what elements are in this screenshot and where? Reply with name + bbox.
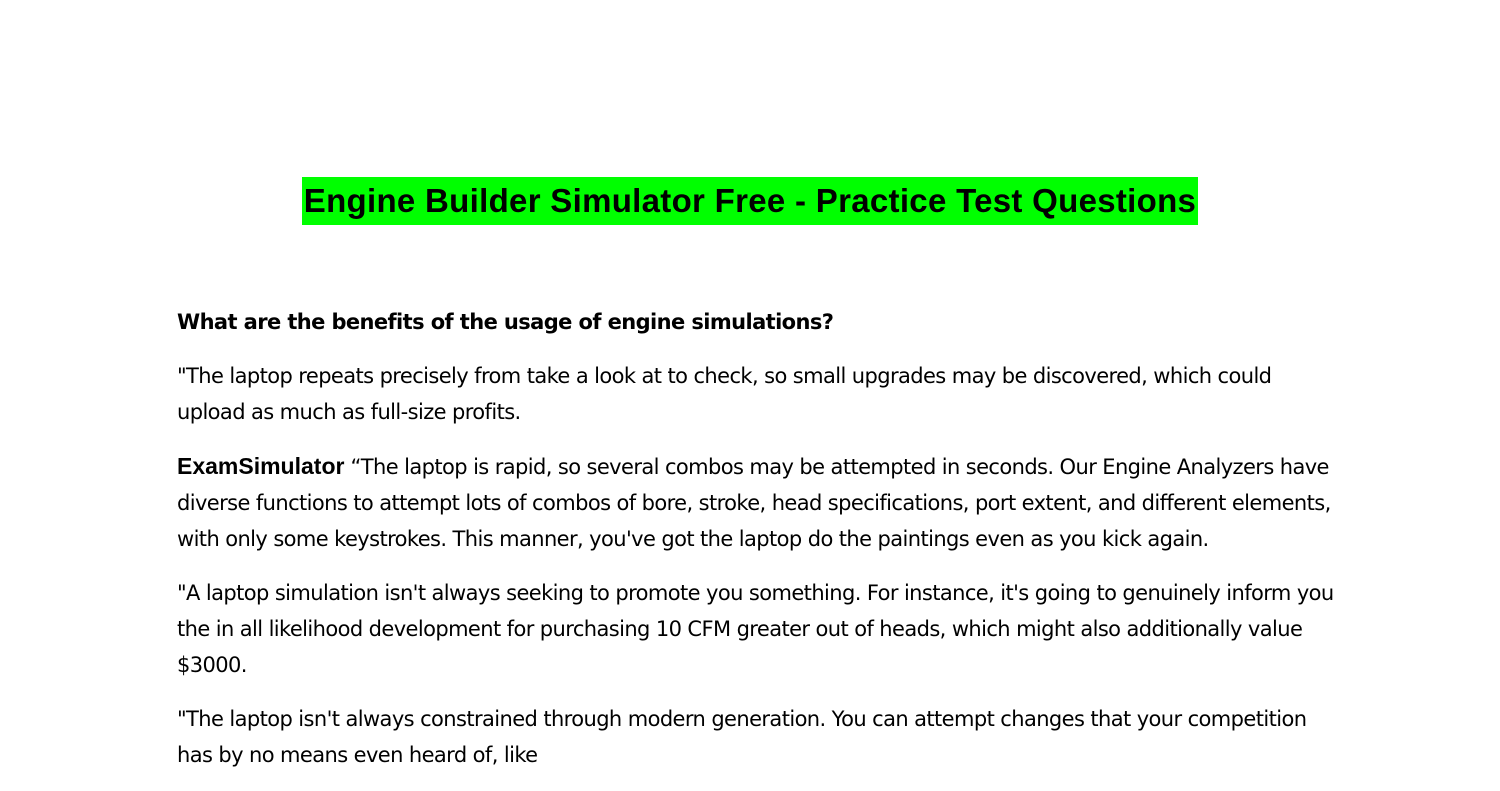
paragraph-2-text: “The laptop is rapid, so several combos may be attempted in seconds. Our Engine Analyzers have diverse functions to attempt lots of combos of bore, stroke, head specifications, port extent, and different elements, with only some keystrokes. This manner, you've got the laptop do the paintings even as you kick again. — [177, 455, 1331, 551]
brand-name: ExamSimulator — [177, 453, 345, 479]
paragraph-1: "The laptop repeats precisely from take a look at to check, so small upgrades may be discovered, which could upload as much as full-size profits. — [177, 364, 1272, 424]
paragraph-4: "The laptop isn't always constrained through modern generation. You can attempt changes that your competition has by no means even heard of, like — [177, 707, 1307, 767]
paragraph-3: "A laptop simulation isn't always seeking to promote you something. For instance, it's going to genuinely inform you the in all likelihood development for purchasing 10 CFM greater out of heads, which might also additionally value $3000. — [177, 581, 1334, 677]
title-container — [0, 177, 1500, 225]
paragraph-2 — [177, 448, 1337, 557]
document-title: Engine Builder Simulator Free - Practice Test Questions — [302, 177, 1198, 225]
question-heading: What are the benefits of the usage of engine simulations? — [177, 310, 834, 334]
document-body — [177, 304, 1337, 791]
